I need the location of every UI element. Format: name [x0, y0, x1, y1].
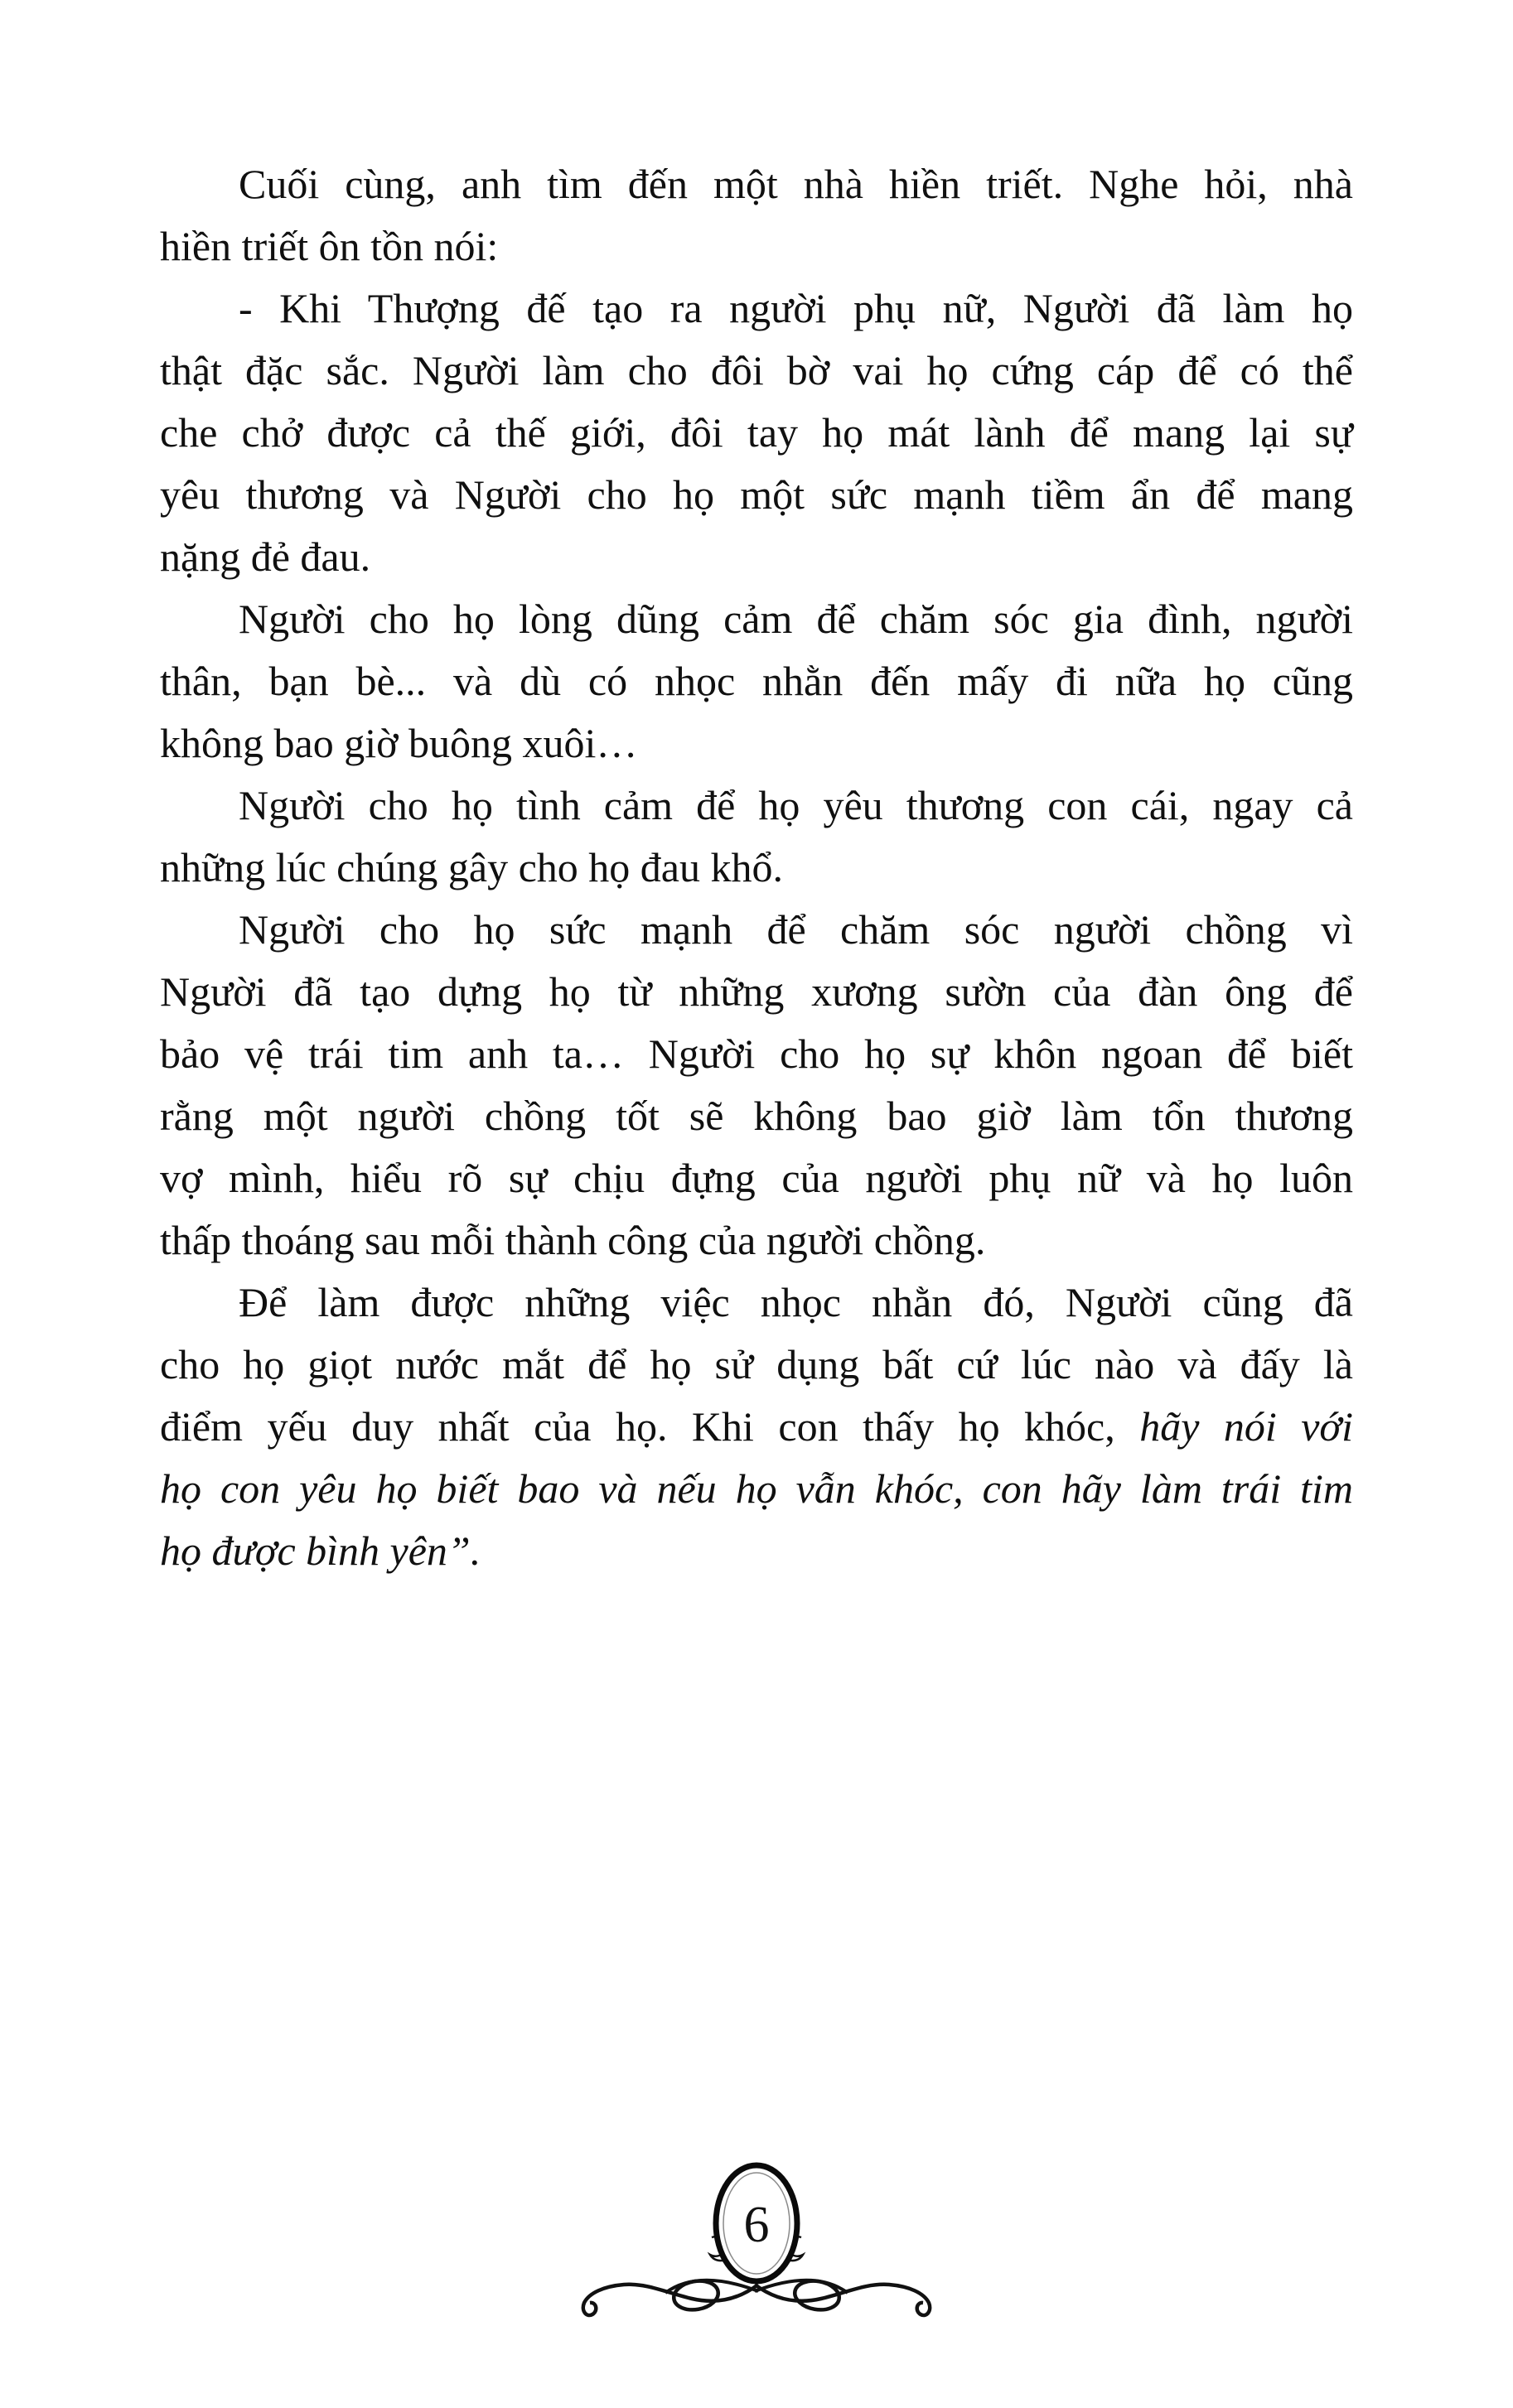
text-segment: điểm yếu duy nhất của họ. Khi con thấy họ khóc,	[160, 1403, 1140, 1450]
text-segment-italic: hãy nói với	[1139, 1403, 1353, 1450]
footer-flourish-svg	[566, 2160, 947, 2326]
text-segment: hiền triết ôn tồn nói:	[160, 223, 499, 269]
text-line	[160, 712, 1353, 775]
text-line	[160, 1272, 1353, 1334]
text-segment-italic: họ được bình yên”.	[160, 1527, 481, 1574]
text-line	[160, 1458, 1353, 1520]
text-line	[160, 1209, 1353, 1272]
text-segment: không bao giờ buông xuôi…	[160, 720, 638, 766]
text-line	[160, 899, 1353, 961]
text-line	[160, 402, 1353, 464]
text-line	[160, 340, 1353, 402]
text-line	[160, 1334, 1353, 1396]
text-segment: thân, bạn bè... và dù có nhọc nhằn đến mấy đi nữa họ cũng	[160, 658, 1353, 704]
page-number-badge	[716, 2165, 797, 2281]
text-line	[160, 215, 1353, 277]
text-line	[160, 153, 1353, 215]
text-line	[160, 464, 1353, 526]
text-segment: rằng một người chồng tốt sẽ không bao giờ làm tổn thương	[160, 1093, 1353, 1139]
text-segment: Người cho họ lòng dũng cảm để chăm sóc gia đình, người	[239, 596, 1353, 642]
text-line	[160, 1520, 1353, 1582]
text-line	[160, 961, 1353, 1023]
footer-ornament	[566, 2160, 947, 2326]
text-segment: vợ mình, hiểu rõ sự chịu đựng của người phụ nữ và họ luôn	[160, 1155, 1353, 1201]
text-line	[160, 837, 1353, 899]
text-segment: thật đặc sắc. Người làm cho đôi bờ vai họ cứng cáp để có thể	[160, 347, 1353, 393]
text-line	[160, 1023, 1353, 1085]
text-segment: nặng đẻ đau.	[160, 533, 371, 580]
text-segment: Người cho họ tình cảm để họ yêu thương con cái, ngay cả	[239, 782, 1353, 828]
text-segment: Người cho họ sức mạnh để chăm sóc người chồng vì	[239, 906, 1353, 953]
text-segment: bảo vệ trái tim anh ta… Người cho họ sự khôn ngoan để biết	[160, 1030, 1353, 1077]
text-segment: Người đã tạo dựng họ từ những xương sườn của đàn ông để	[160, 968, 1353, 1015]
text-segment: - Khi Thượng đế tạo ra người phụ nữ, Người đã làm họ	[239, 285, 1353, 331]
text-line	[160, 775, 1353, 837]
text-segment: Cuối cùng, anh tìm đến một nhà hiền triết. Nghe hỏi, nhà	[239, 161, 1353, 207]
text-segment: những lúc chúng gây cho họ đau khổ.	[160, 844, 783, 890]
text-line	[160, 526, 1353, 588]
text-segment: yêu thương và Người cho họ một sức mạnh tiềm ẩn để mang	[160, 471, 1353, 518]
text-segment-italic: họ con yêu họ biết bao và nếu họ vẫn khóc, con hãy làm trái tim	[160, 1465, 1353, 1512]
text-line	[160, 588, 1353, 650]
text-segment: Để làm được những việc nhọc nhằn đó, Người cũng đã	[239, 1279, 1353, 1325]
text-segment: che chở được cả thế giới, đôi tay họ mát lành để mang lại sự	[160, 409, 1353, 456]
text-line	[160, 277, 1353, 340]
text-line	[160, 1085, 1353, 1147]
text-segment: thấp thoáng sau mỗi thành công của người chồng.	[160, 1217, 986, 1263]
text-block	[160, 153, 1353, 1582]
text-line	[160, 1147, 1353, 1209]
text-line	[160, 650, 1353, 712]
text-segment: cho họ giọt nước mắt để họ sử dụng bất cứ lúc nào và đấy là	[160, 1341, 1353, 1387]
text-line	[160, 1396, 1353, 1458]
page-number: 6	[743, 2197, 770, 2253]
